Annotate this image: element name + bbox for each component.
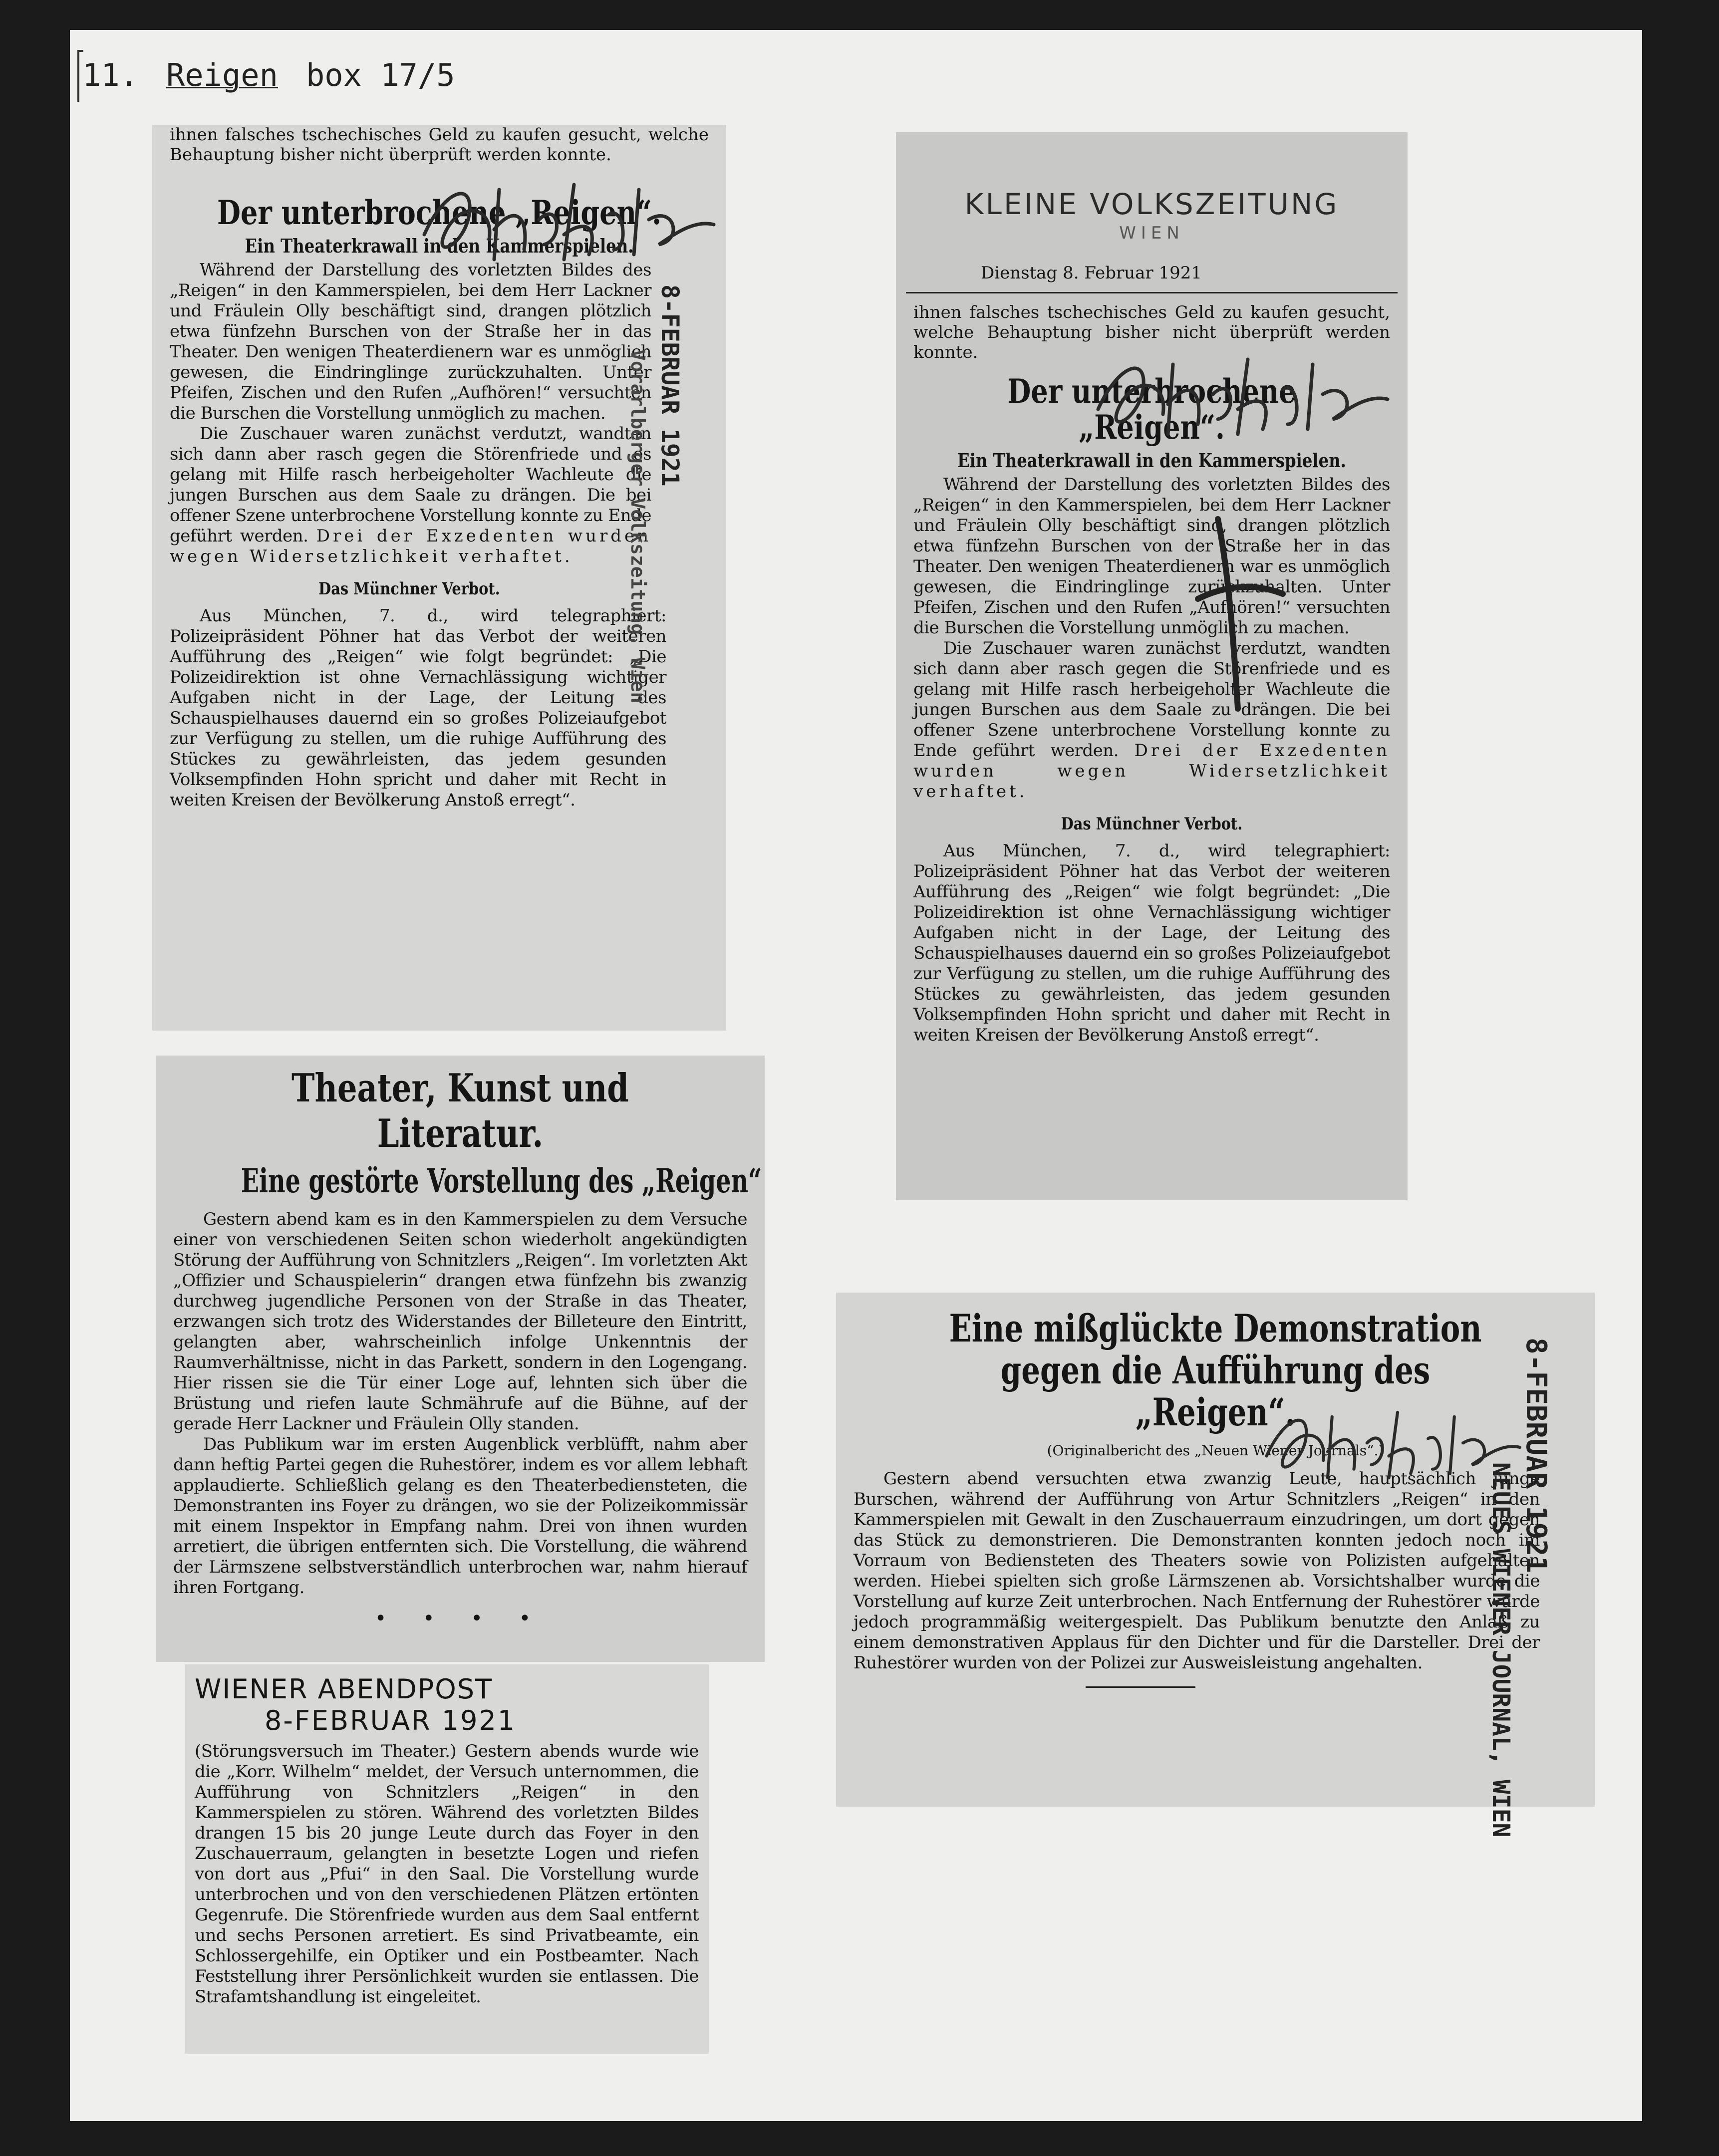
clipping-subheadline: Ein Theaterkrawall in den Kammerspielen.: [957, 449, 1346, 472]
end-rule: [1086, 1686, 1195, 1688]
paragraph: Das Publikum war im ersten Augenblick verblüfft, nahm aber dann heftig Partei gegen die Ruhestörer, indem es vor allem lebhaft applaudierte. Schließlich gelang es den Theaterbediensteten, die Demonstranten ins Foyer zu drängen, wo sie der Polizeikommissär mit einem Inspektor in Empfang nahm. Drei von ihnen wurden arretiert, die übrigen entfernten sich. Die Vorstellung, die während der Lärmszene selbstverständlich unterbrochen war, nahm hierauf ihren Fortgang.: [173, 1434, 747, 1598]
section-heading: Das Münchner Verbot.: [318, 579, 500, 599]
clipping-theater-kunst-literatur: [156, 1056, 765, 1662]
clipping-cut-text: ihnen falsches tschechisches Geld zu kaufen gesucht, welche Behauptung bisher nicht überprüft werden konnte.: [170, 125, 709, 165]
folder-label: [82, 50, 731, 100]
handwritten-signature: [414, 160, 734, 289]
date-stamp: 8-FEBRUAR 1921: [656, 284, 684, 487]
clipping-headline: Der unterbrochene „Reigen“.: [1007, 372, 1296, 447]
paragraph: Gestern abend versuchten etwa zwanzig Leute, hauptsächlich junge Burschen, während der Aufführung von Artur Schnitzlers „Reigen“ in den Kammerspielen mit Gewalt in den Zuschauerraum einzudringen, um dort gegen das Stück zu demonstrieren. Die Demonstranten konnten jedoch noch im Vorraum von Bediensteten des Theaters sowie von Polizisten aufgehalten werden. Hiebei spielten sich große Lärmszenen ab. Vorsichtshalber wurde die Vorstellung auf kurze Zeit unterbrochen. Nach Entfernung der Ruhestörer wurde jedoch programmäßig weitergespielt. Das Publikum benutzte den Anlaß zu einem demonstrativen Applaus für den Dichter und für die Darsteller. Drei der Ruhestörer wurden von der Polizei zur Ausweisleistung angehalten.: [854, 1469, 1540, 1673]
newspaper-stamp: NEUES WIENER JOURNAL, WIEN: [1487, 1462, 1515, 1838]
paragraph-spaced-text: Drei der Exzedenten wurden wegen Widersetzlichkeit verhaftet.: [170, 526, 651, 566]
paragraph: (Störungsversuch im Theater.) Gestern abends wurde wie die „Korr. Wilhelm“ meldet, der Versuch unternommen, die Aufführung von Schnitzlers „Reigen“ in den Kammerspielen zu stören. Während des vorletzten Bildes drangen 15 bis 20 junge Leute durch das Foyer in den Zuschauerraum, gelangten in besetzte Logen und riefen von dort aus „Pfui“ in den Saal. Die Vorstellung wurde unterbrochen und von den verschiedenen Plätzen ertönten Gegenrufe. Die Störenfriede wurden aus dem Saal entfernt und sechs Personen arretiert. Es sind Privatbeamte, ein Schlossergehilfe, ein Optiker und ein Postbeamter. Nach Feststellung ihrer Persönlichkeit wurden sie entlassen. Die Strafamtshandlung ist eingeleitet.: [195, 1741, 699, 2007]
clipping-headline: Eine mißglückte Demonstration gegen die Aufführung des „Reigen“.: [949, 1306, 1482, 1434]
handwritten-signature: [1258, 1387, 1537, 1507]
clipping-body: [173, 1209, 747, 1598]
ornament-dots: • • • •: [374, 1607, 546, 1630]
paragraph-spaced-text: Drei der Exzedenten wurden wegen Widersetzlichkeit verhaftet.: [913, 741, 1391, 802]
newspaper-masthead: WIENER ABENDPOST: [195, 1673, 493, 1705]
paragraph: Aus München, 7. d., wird telegraphiert: Polizeipräsident Pöhner hat das Verbot der weiteren Aufführung des „Reigen“ wie folgt begründet: „Die Polizeidirektion ist ohne Vernachlässigung wichtiger Aufgaben nicht in der Lage, der Leitung des Schauspielhauses dauernd ein so großes Polizeiaufgebot zur Verfügung zu stellen, um die ruhige Aufführung des Stückes zu gewährleisten, das jedem gesunden Volksempfinden Hohn spricht und daher mit Recht in weiten Kreisen der Bevölkerung Anstoß erregt“.: [170, 606, 666, 810]
box-number: box 17/5: [305, 56, 455, 93]
paragraph: Während der Darstellung des vorletzten Bildes des „Reigen“ in den Kammerspielen, bei dem Herr Lackner und Fräulein Olly beschäftigt sind, drangen plötzlich etwa fünfzehn Burschen von der Straße her in das Theater. Den wenigen Theaterdienern war es unmöglich gewesen, die Eindringlinge zurückzuhalten. Unter Pfeifen, Zischen und den Rufen „Aufhören!“ versuchten die Burschen die Vorstellung unmöglich zu machen.: [913, 475, 1390, 638]
pencil-mark: [1188, 509, 1288, 719]
newspaper-masthead: KLEINE VOLKSZEITUNG: [964, 187, 1339, 221]
date-stamp: 8-FEBRUAR 1921: [1520, 1338, 1552, 1574]
paragraph: [913, 638, 1390, 802]
masthead-rule: [906, 292, 1398, 293]
clipping-source: (Originalbericht des „Neuen Wiener Journals“.): [1047, 1442, 1384, 1459]
newspaper-stamp: Vorarlberger Volkszeitung, Wien: [627, 349, 649, 704]
clipping-wiener-abendpost: [185, 1664, 709, 2054]
corner-bracket: [77, 50, 83, 102]
clipping-body-2: [170, 606, 666, 810]
clipping-headline: Eine gestörte Vorstellung des „Reigen“: [241, 1161, 762, 1200]
clipping-body: [913, 475, 1390, 802]
clipping-subheadline: Ein Theaterkrawall in den Kammerspielen.: [245, 235, 634, 257]
section-heading: Theater, Kunst und Literatur.: [291, 1066, 629, 1156]
clipping-body: [170, 260, 651, 567]
clipping-neues-wiener-journal: [836, 1293, 1595, 1807]
folder-title: Reigen: [166, 56, 278, 93]
dateline: Dienstag 8. Februar 1921: [981, 263, 1202, 283]
paragraph: Gestern abend kam es in den Kammerspielen zu dem Versuche einer von verschiedenen Seiten schon wiederholt angekündigten Störung der Aufführung von Schnitzlers „Reigen“. Im vorletzten Akt „Offizier und Schauspielerin“ drangen etwa fünfzehn bis zwanzig durchweg jugendliche Personen von der Straße in das Theater, erzwangen sich trotz des Widerstandes der Billeteure den Eintritt, gelangten aber, wahrscheinlich infolge Unkenntnis der Raumverhältnisse, nicht in das Parkett, sondern in den Logengang. Hier rissen sie die Tür einer Loge auf, lehnten sich über die Brüstung und riefen laute Schmährufe auf die Bühne, auf der gerade Herr Lackner und Fräulein Olly standen.: [173, 1209, 747, 1434]
folder-number: 11.: [82, 56, 138, 93]
clipping-cut-text: ihnen falsches tschechisches Geld zu kaufen gesucht, welche Behauptung bisher nicht überprüft werden konnte.: [913, 302, 1390, 362]
newspaper-city: WIEN: [1119, 223, 1184, 243]
clipping-body-2: [913, 841, 1390, 1046]
handwritten-signature: [1088, 334, 1408, 464]
date-stamp: 8-FEBRUAR 1921: [265, 1705, 517, 1736]
clipping-kleine-volkszeitung: [896, 132, 1408, 1200]
paragraph: [170, 424, 651, 567]
section-heading: Das Münchner Verbot.: [1061, 814, 1243, 834]
clipping-body: [195, 1741, 699, 2007]
paragraph: Während der Darstellung des vorletzten Bildes des „Reigen“ in den Kammerspielen, bei dem Herr Lackner und Fräulein Olly beschäftigt sind, drangen plötzlich etwa fünfzehn Burschen von der Straße her in das Theater. Den wenigen Theaterdienern war es unmöglich gewesen, die Eindringlinge zurückzuhalten. Unter Pfeifen, Zischen und den Rufen „Aufhören!“ versuchten die Burschen die Vorstellung unmöglich zu machen.: [170, 260, 651, 423]
paragraph-text: Die Zuschauer waren zunächst verdutzt, wandten sich dann aber rasch gegen die Störenfriede und es gelang mit Hilfe rasch herbeigeholter Wachleute die jungen Burschen aus dem Saale zu drängen. Die bei offener Szene unterbrochene Vorstellung konnte zu Ende geführt werden.: [913, 638, 1390, 761]
paragraph: Aus München, 7. d., wird telegraphiert: Polizeipräsident Pöhner hat das Verbot der weiteren Aufführung des „Reigen“ wie folgt begründet: „Die Polizeidirektion ist ohne Vernachlässigung wichtiger Aufgaben nicht in der Lage, der Leitung des Schauspielhauses dauernd ein so großes Polizeiaufgebot zur Verfügung zu stellen, um die ruhige Aufführung des Stückes zu gewährleisten, das jedem gesunden Volksempfinden Hohn spricht und daher mit Recht in weiten Kreisen der Bevölkerung Anstoß erregt“.: [913, 841, 1390, 1045]
clipping-headline: Der unterbrochene „Reigen“.: [217, 193, 661, 232]
paragraph-text: Die Zuschauer waren zunächst verdutzt, wandten sich dann aber rasch gegen die Störenfriede und es gelang mit Hilfe rasch herbeigeholter Wachleute die jungen Burschen aus dem Saale zu drängen. Die bei offener Szene unterbrochene Vorstellung konnte zu Ende geführt werden.: [170, 424, 651, 546]
